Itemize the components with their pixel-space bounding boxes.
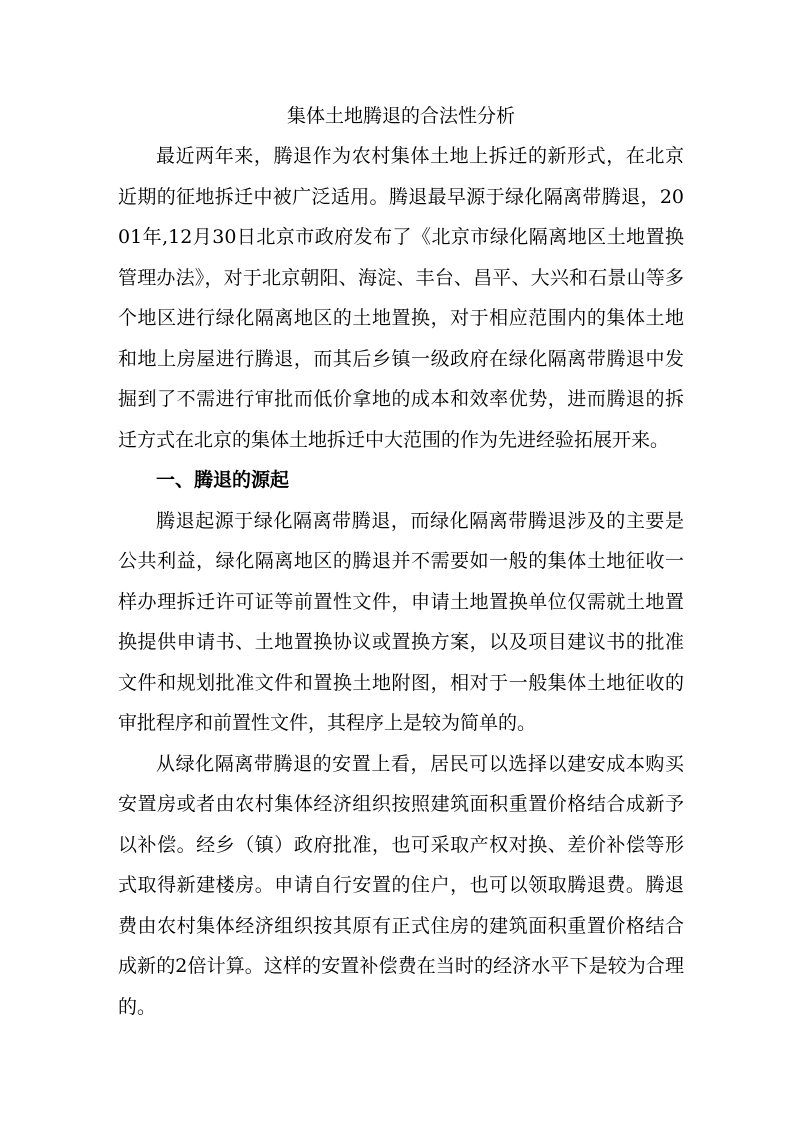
document-title: 集体土地腾退的合法性分析 (286, 105, 515, 127)
intro-paragraph: 最近两年来，腾退作为农村集体土地上拆迁的新形式，在北京近期的征地拆迁中被广泛适用。腾退最早源于绿化隔离带腾退，2001年,12月30日北京市政府发布了《北京市绿化隔离地区土地置换管理办法》，对于北京朝阳、海淀、丰台、昌平、大兴和石景山等多个地区进行绿化隔离地区的土地置换，对于相应范围内的集体土地和地上房屋进行腾退，而其后乡镇一级政府在绿化隔离带腾退中发掘到了不需进行审批而低价拿地的成本和效率优势，进而腾退的拆迁方式在北京的集体土地拆迁中大范围的作为先进经验拓展开来。 (118, 145, 684, 451)
document-page (118, 96, 684, 1027)
section-paragraph-2: 从绿化隔离带腾退的安置上看，居民可以选择以建安成本购买安置房或者由农村集体经济组织按照建筑面积重置价格结合成新予以补偿。经乡（镇）政府批准，也可采取产权对换、差价补偿等形式取得新建楼房。申请自行安置的住户，也可以领取腾退费。腾退费由农村集体经济组织按其原有正式住房的建筑面积重置价格结合成新的2倍计算。这样的安置补偿费在当时的经济水平下是较为合理的。 (118, 752, 684, 1018)
section-paragraph-1: 腾退起源于绿化隔离带腾退，而绿化隔离带腾退涉及的主要是公共利益，绿化隔离地区的腾退并不需要如一般的集体土地征收一样办理拆迁许可证等前置性文件，申请土地置换单位仅需就土地置换提供申请书、土地置换协议或置换方案，以及项目建议书的批准文件和规划批准文件和置换土地附图，相对于一般集体土地征收的审批程序和前置性文件，其程序上是较为简单的。 (118, 509, 684, 734)
section-heading: 一、腾退的源起 (156, 469, 290, 491)
